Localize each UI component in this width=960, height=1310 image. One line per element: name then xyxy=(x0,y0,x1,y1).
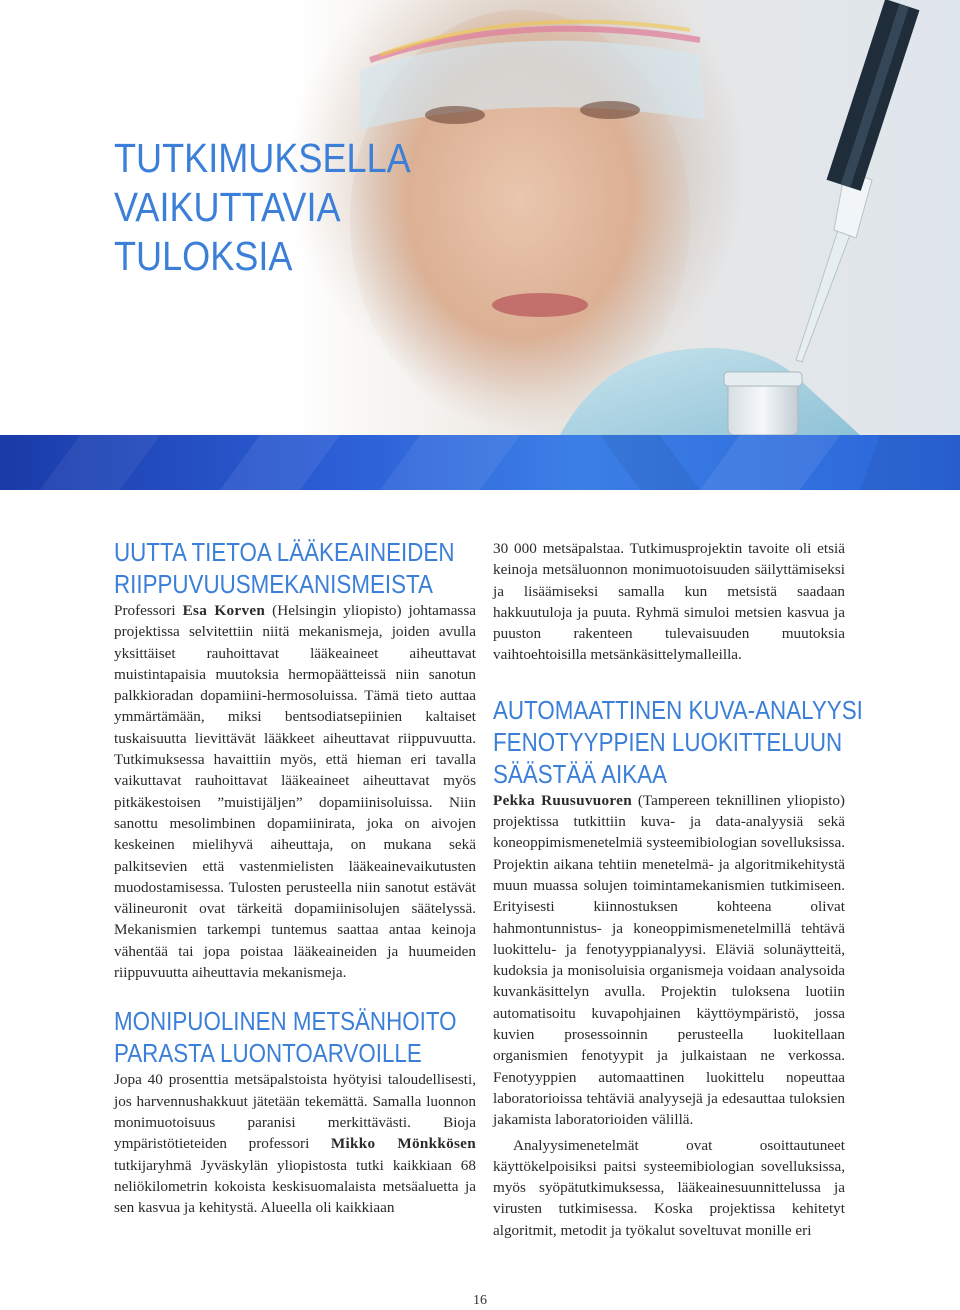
section-heading-line: PARASTA LUONTOARVOILLE xyxy=(114,1038,422,1069)
paragraph-text: Professori xyxy=(114,602,183,619)
blue-banner xyxy=(0,435,960,490)
section-paragraph xyxy=(493,790,845,1131)
section-heading-line: MONIPUOLINEN METSÄNHOITO xyxy=(114,1006,457,1037)
section-paragraph xyxy=(114,600,476,983)
section-heading-line: UUTTA TIETOA LÄÄKEAINEIDEN xyxy=(114,537,455,567)
section-paragraph: Analyysimenetelmät ovat osoittautuneet käyttökelpoisiksi paitsi systeemibiologian sovelluksissa, myös syöpätutkimuksessa, lääkeainesuunnittelussa ja virusten tutkimisessa. Koska projektissa kehitetyt algoritmit, metodit ja työkalut soveltuvat monille eri xyxy=(493,1136,845,1239)
section-heading-line: RIIPPUVUUSMEKANISMEISTA xyxy=(114,569,433,599)
paragraph-text: tutkijaryhmä Jyväskylän yliopistosta tutki kaikkiaan 68 neliökilometrin kokoista keskisuomalaista metsäaluetta ja sen kasvua ja kehitystä. Alueella oli kaikkiaan xyxy=(114,1156,476,1217)
paragraph-text: (Helsingin yliopisto) johtamassa projektissa selvitettiin niitä mekanismeja, joiden avulla yksittäiset rauhoittavat lääkeaineet aiheuttavat muistintapaisia muutoksia hermopäätteissä niin sanotun palkkioradan dopamiini-hermosoluissa. Tämä tieto auttaa ymmärtämään, miksi bentsodiatsepiinien kaltaiset tuskaisuutta lievittävät lääkkeet aiheuttavat riippuvuutta. Tutkimuksessa havaittiin myös, että hieman eri tavalla vaikuttavat rauhoittavat lääkeaineet aiheuttavat myös pitkäkestoisen ”muistijäljen” dopamiinisoluissa. Niin sanottu mesolimbinen dopamiinirata, joka on aivojen keskeinen mielihyvä aiheuttaja, on mukana sekä palkitsevien että vastenmielisten lääkeainevaikutusten muodostamisessa. Tulosten perusteella niin sanotut estävät välineuronit ovat tärkeitä dopamiinisolujen säätelyssä. Mekanismien tarkempi tuntemus saattaa antaa keinoja vähentää tai jopa poistaa lääkeaineiden ja huumeiden riippuvuutta aiheuttavia mekanismeja. xyxy=(114,602,476,982)
page-title-line-1: TUTKIMUKSELLA xyxy=(114,135,411,181)
section-heading-line: AUTOMAATTINEN KUVA-ANALYYSI xyxy=(493,694,863,725)
section-paragraph xyxy=(114,1069,476,1218)
page-title-line-2: VAIKUTTAVIA xyxy=(114,184,341,230)
person-name: Esa Korven xyxy=(182,602,266,619)
banner-pattern xyxy=(0,435,960,490)
right-column xyxy=(493,538,863,1241)
section-paragraph-continued: 30 000 metsäpalstaa. Tutkimusprojektin tavoite oli etsiä keinoja metsäluonnon monimuotoisuuden säilyttämiseksi ja lisäämiseksi samalla kun metsistä saadaan hakkuutuloja ja puuta. Ryhmä simuloi metsien kasvua ja puuston rakenteen tulevaisuuden muutoksia vaihtoehtoisilla metsänkäsittelymalleilla. xyxy=(493,540,845,664)
person-name: Mikko Mönkkösen xyxy=(330,1135,476,1153)
left-column xyxy=(114,536,476,1218)
page-title-line-3: TULOKSIA xyxy=(114,233,293,279)
section-heading-line: FENOTYYPPIEN LUOKITTELUUN xyxy=(493,726,843,757)
section-heading-line: SÄÄSTÄÄ AIKAA xyxy=(493,758,667,789)
page-number: 16 xyxy=(473,1293,487,1308)
person-name: Pekka Ruusuvuoren xyxy=(493,791,632,809)
paragraph-text: (Tampereen teknillinen yliopisto) projektissa tutkittiin kuva- ja data-analyysiä sekä koneoppimismenetelmiä systeemibiologian sovelluksissa. Projektin aikana tehtiin menetelmä- ja algoritmikehitystä muun muassa solujen toimintamekanismien tutkimiseen. Erityisesti kiinnostuksen kohteena olivat hahmontunnistus- ja koneoppimismenetelmillä tehtävä luokittelu- ja fenotyyppianalyysi. Eläviä solunäytteitä, kudoksia ja monisoluisia organismeja voidaan analysoida kuvankäsittelyn avulla. Projektin tuloksena luotiin automatisoitu kuvapohjainen käyttöympäristö, jossa kuvien prosessoinnin perusteella luokitellaan organismien fenotyypit ja julkaistaan ne verkossa. Fenotyyppien automaattinen luokittelu nopeuttaa laboratorioissa tehtäviä analyysejä ja edesauttaa tuloksien jakamista laboratorioiden välillä. xyxy=(493,791,845,1129)
paragraph-text: Jopa 40 prosenttia metsäpalstoista hyötyisi taloudellisesti, jos harvennushakkuut jätetään tekemättä. Samalla luonnon monimuotoisuus paranisi merkittävästi. Bioja ympäristötieteiden professori xyxy=(114,1071,476,1153)
